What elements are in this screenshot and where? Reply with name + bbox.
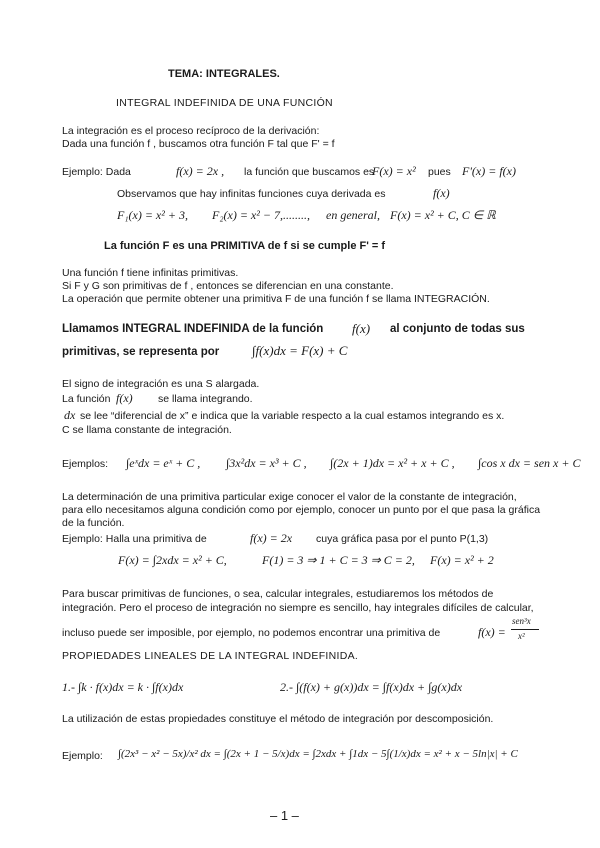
linear-properties-use: La utilización de estas propiedades constituye el método de integración por descomposición. [62,713,494,725]
definition-integral: ∫f(x)dx = F(x) + C [252,343,348,358]
sign-line-3b: se lee “diferencial de x” e indica que la variable respecto a la cual estamos integrando es x. [80,410,505,422]
page-number: – 1 – [270,808,299,823]
determination-line-1: La determinación de una primitiva particular exige conocer el valor de la constante de integración, [62,491,517,503]
search-f: f(x) = [478,625,506,639]
search-line-1: Para buscar primitivas de funciones, o sea, calcular integrales, estudiaremos los métodos de [62,588,494,600]
determination-line-2: para ello necesitamos alguna condición como por ejemplo, conocer un punto por el que pasa la gráfica [62,504,541,516]
example1-pues: pues [428,166,451,178]
definition-line-2: primitivas, se representa por [62,346,220,358]
example3-calc-3: F(x) = x² + 2 [430,553,494,567]
sign-line-2a: La función [62,393,111,405]
page-title: TEMA: INTEGRALES. [168,68,280,80]
example3-calc-1: F(x) = ∫2xdx = x² + C, [118,553,227,567]
sign-line-2f: f(x) [116,391,133,405]
search-fraction-numerator: sen³x [512,616,531,626]
property-line-1: Una función f tiene infinitas primitivas. [62,267,239,279]
search-fraction-denominator: x² [518,631,525,641]
sign-line-1: El signo de integración es una S alargada. [62,378,260,390]
family-general: en general, [326,208,380,222]
example3-label: Ejemplo: Halla una primitiva de [62,533,207,545]
example1-mid: la función que buscamos es [244,166,375,178]
example-exp: ∫eˣdx = eˣ + C , [126,456,201,470]
definition-fx: f(x) [352,321,371,336]
example-poly: ∫3x²dx = x³ + C , [226,456,307,470]
example-linear: ∫(2x + 1)dx = x² + x + C , [330,456,455,470]
fraction-bar [511,629,539,630]
determination-line-3: de la función. [62,517,125,529]
search-line-2: integración. Pero el proceso de integración no siempre es sencillo, hay integrales difíciles de calcular, [62,602,534,614]
example4-label: Ejemplo: [62,750,103,762]
family-F1: F₁(x) = x² + 3, [117,208,188,222]
example4-expression: ∫(2x³ − x² − 5x)/x² dx = ∫(2x + 1 − 5/x)dx = ∫2xdx + ∫1dx − 5∫(1/x)dx = x² + x − 5ln|x| + C [118,748,518,760]
section-subtitle: INTEGRAL INDEFINIDA DE UNA FUNCIÓN [116,97,333,109]
linear-properties-title: PROPIEDADES LINEALES DE LA INTEGRAL INDEFINIDA. [62,650,359,662]
example3-calc-2: F(1) = 3 ⇒ 1 + C = 3 ⇒ C = 2, [262,553,415,567]
intro-line-2: Dada una función f , buscamos otra función F tal que F' = f [62,138,335,150]
family-F: F(x) = x² + C, C ∈ ℝ [390,208,496,222]
example1-F: F(x) = x² [372,164,416,178]
linear-property-1: 1.- ∫k · f(x)dx = k · ∫f(x)dx [62,680,184,694]
example1-label: Ejemplo: Dada [62,166,131,178]
example1-observation-f: f(x) [433,186,450,200]
search-line-3: incluso puede ser imposible, por ejemplo, no podemos encontrar una primitiva de [62,627,441,639]
examples-label: Ejemplos: [62,458,109,470]
family-F2: F₂(x) = x² − 7,........, [212,208,310,222]
sign-line-4: C se llama constante de integración. [62,424,232,436]
sign-line-2b: se llama integrando. [158,393,253,405]
definition-line-1b: al conjunto de todas sus [390,323,525,335]
primitiva-definition: La función F es una PRIMITIVA de f si se cumple F' = f [104,240,386,252]
example-cos: ∫cos x dx = sen x + C [478,456,581,470]
example3-rest: cuya gráfica pasa por el punto P(1,3) [316,533,489,545]
property-line-3: La operación que permite obtener una primitiva F de una función f se llama INTEGRACIÓN. [62,293,490,305]
example3-f: f(x) = 2x [250,531,293,545]
example1-derivative: F'(x) = f(x) [462,164,516,178]
example1-observation: Observamos que hay infinitas funciones cuya derivada es [117,188,386,200]
definition-line-1: Llamamos INTEGRAL INDEFINIDA de la función [62,323,324,335]
example1-f: f(x) = 2x , [176,164,225,178]
sign-line-3a: dx [64,408,76,422]
intro-line-1: La integración es el proceso recíproco de la derivación: [62,125,320,137]
linear-property-2: 2.- ∫(f(x) + g(x))dx = ∫f(x)dx + ∫g(x)dx [280,680,463,694]
property-line-2: Si F y G son primitivas de f , entonces se diferencian en una constante. [62,280,394,292]
